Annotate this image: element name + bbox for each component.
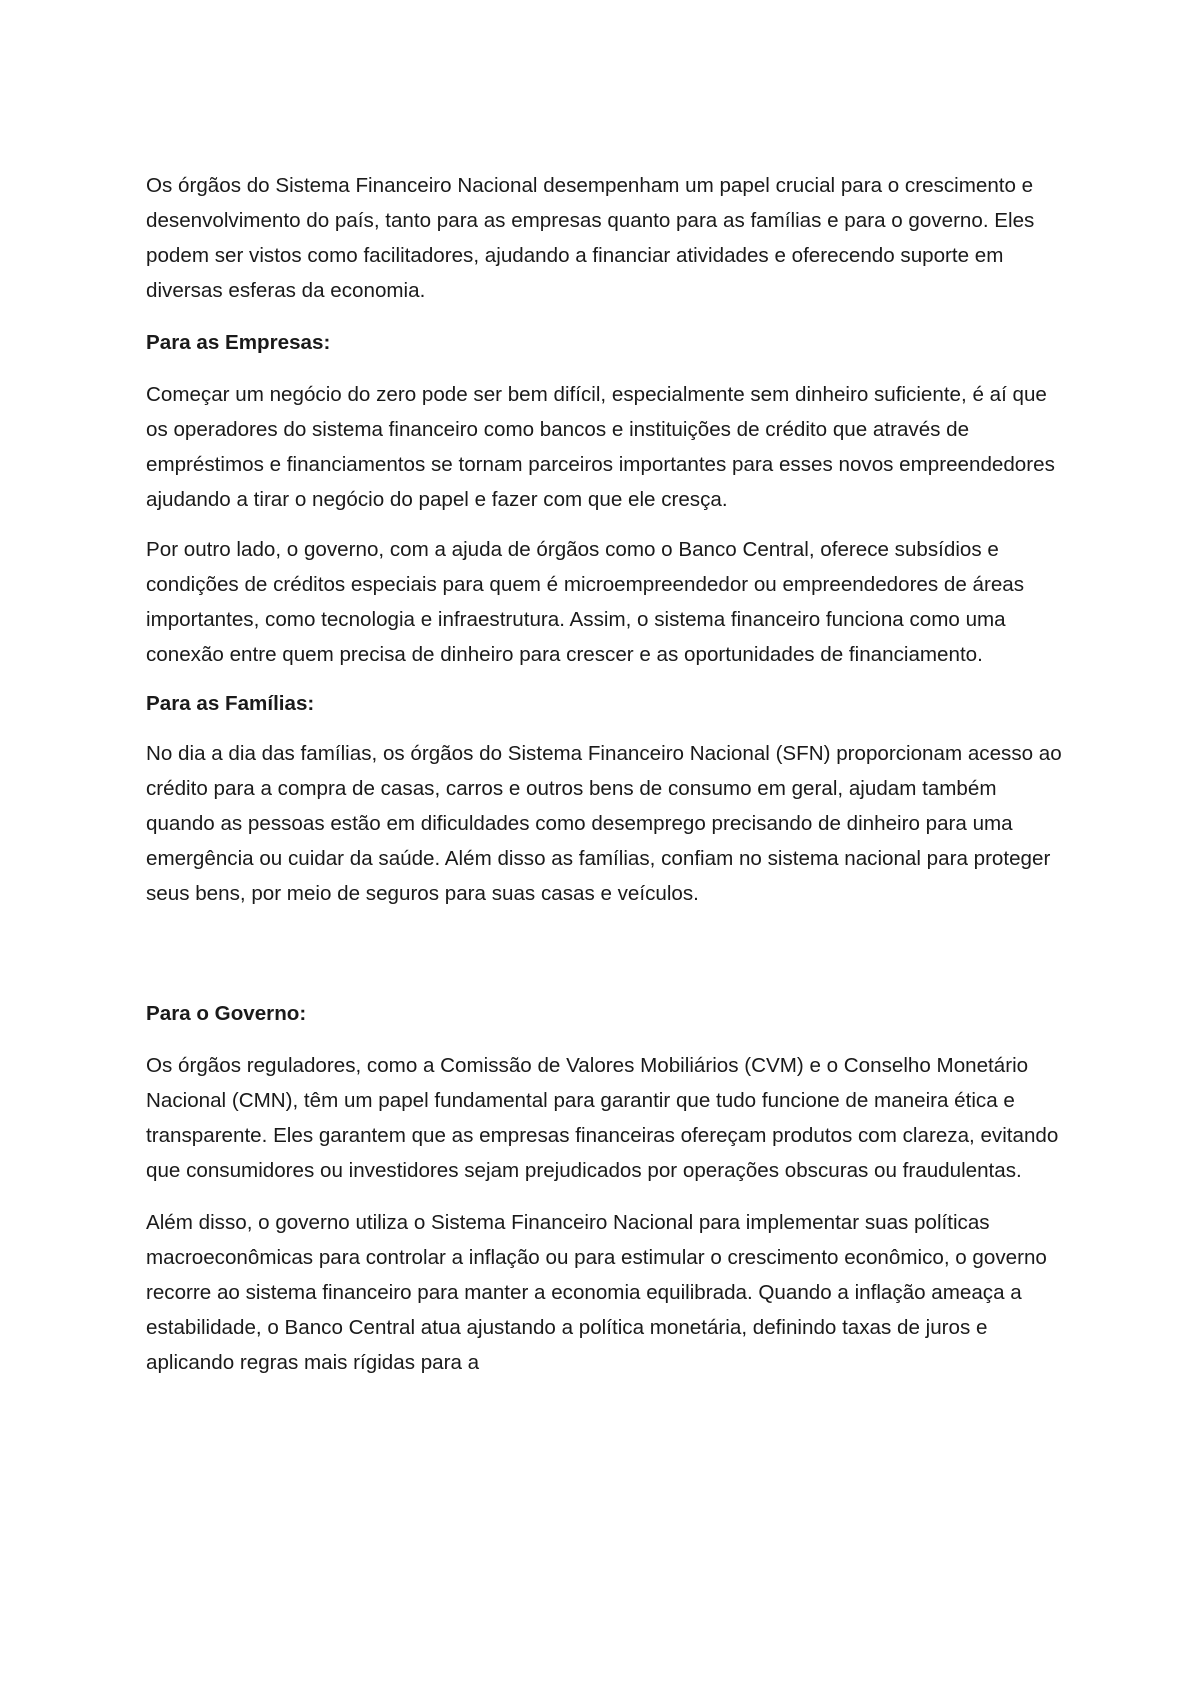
blank-space [146, 911, 1066, 996]
section-heading-empresas: Para as Empresas: [146, 331, 331, 354]
section-heading-familias: Para as Famílias: [146, 692, 315, 715]
paragraph-empresas-2: Por outro lado, o governo, com a ajuda de órgãos como o Banco Central, oferece subsídios e condições de créditos especiais para quem é microempreendedor ou empreendedores de áreas importantes, como tecnologia e infraestrutura. Assim, o sistema financeiro funciona como uma conexão entre quem precisa de dinheiro para crescer e as oportunidades de financiamento. [146, 538, 1025, 666]
paragraph-governo-2: Além disso, o governo utiliza o Sistema Financeiro Nacional para implementar suas políticas macroeconômicas para controlar a inflação ou para estimular o crescimento econômico, o governo recorre ao sistema financeiro para manter a economia equilibrada. Quando a inflação ameaça a estabilidade, o Banco Central atua ajustando a política monetária, definindo taxas de juros e aplicando regras mais rígidas para a [146, 1211, 1047, 1374]
paragraph-governo-1: Os órgãos reguladores, como a Comissão de Valores Mobiliários (CVM) e o Conselho Monetário Nacional (CMN), têm um papel fundamental para garantir que tudo funcione de maneira ética e transparente. Eles garantem que as empresas financeiras ofereçam produtos com clareza, evitando que consumidores ou investidores sejam prejudicados por operações obscuras ou fraudulentas. [146, 1054, 1059, 1182]
intro-paragraph: Os órgãos do Sistema Financeiro Nacional desempenham um papel crucial para o crescimento e desenvolvimento do país, tanto para as empresas quanto para as famílias e para o governo. Eles podem ser vistos como facilitadores, ajudando a financiar atividades e oferecendo suporte em diversas esferas da economia. [146, 174, 1035, 302]
section-heading-governo: Para o Governo: [146, 1002, 307, 1025]
paragraph-empresas-1: Começar um negócio do zero pode ser bem difícil, especialmente sem dinheiro suficiente, é aí que os operadores do sistema financeiro como bancos e instituições de crédito que através de empréstimos e financiamentos se tornam parceiros importantes para esses novos empreendedores ajudando a tirar o negócio do papel e fazer com que ele cresça. [146, 383, 1055, 511]
document-body [146, 168, 1066, 1380]
paragraph-familias-1: No dia a dia das famílias, os órgãos do Sistema Financeiro Nacional (SFN) proporcionam acesso ao crédito para a compra de casas, carros e outros bens de consumo em geral, ajudam também quando as pessoas estão em dificuldades como desemprego precisando de dinheiro para uma emergência ou cuidar da saúde. Além disso as famílias, confiam no sistema nacional para proteger seus bens, por meio de seguros para suas casas e veículos. [146, 742, 1062, 905]
